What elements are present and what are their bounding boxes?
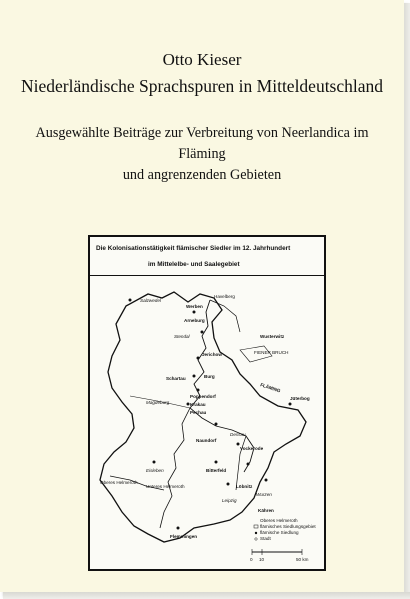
subtitle-line-2: und angrenzenden Gebieten bbox=[122, 167, 282, 183]
scale-bar bbox=[250, 549, 309, 562]
label-flaming: FLÄMING bbox=[259, 382, 282, 394]
label-werben: Werben bbox=[186, 304, 203, 309]
scale-label-end: 50 km bbox=[296, 557, 309, 562]
river-havel bbox=[210, 300, 240, 332]
label-lobnitz: Löbnitz bbox=[236, 484, 253, 489]
author-name: Otto Kieser bbox=[162, 50, 242, 69]
label-vockerode: Vockerode bbox=[240, 446, 264, 451]
book-page-edge bbox=[404, 3, 410, 592]
label-oberes-helmeroth: Oberes Helmeroth bbox=[100, 480, 138, 485]
label-schartau: Schartau bbox=[166, 376, 186, 381]
map-heading bbox=[90, 237, 324, 276]
label-leipzig: Leipzig bbox=[222, 498, 237, 503]
label-poppendorf: Poppendorf bbox=[190, 394, 216, 399]
label-burg: Burg bbox=[204, 374, 215, 379]
label-kahren: Kähren bbox=[258, 508, 274, 513]
map-heading-line-2: im Mittelelbe- und Saalegebiet bbox=[148, 261, 240, 268]
river-saale bbox=[160, 408, 190, 528]
label-oessau: Dessau bbox=[230, 432, 246, 437]
label-unteres-helmeroth: Unteres Helmeroth bbox=[146, 484, 185, 489]
label-naundorf: Naundorf bbox=[196, 438, 217, 443]
label-pechau: Pechau bbox=[190, 410, 207, 415]
map-legend bbox=[254, 518, 316, 541]
label-bitterfeld: Bitterfeld bbox=[206, 468, 227, 473]
region-outline bbox=[100, 292, 306, 542]
book-subtitle bbox=[14, 123, 390, 186]
label-arneburg: Arneburg bbox=[184, 318, 205, 323]
label-fiener-bruch: FIENER BRUCH bbox=[254, 350, 289, 355]
legend-line-4: Stadt bbox=[260, 536, 271, 541]
legend-line-2: flämisches Siedlungsgebiet bbox=[260, 524, 316, 529]
label-juterbog: Jüterbog bbox=[290, 396, 310, 401]
legend-line-1: Oberes Helmeroth bbox=[260, 518, 298, 523]
subtitle-line-1: Ausgewählte Beiträge zur Verbreitung von Neerlandica im Fläming bbox=[35, 125, 369, 162]
map-heading-line-1: Die Kolonisationstätigkeit flämischer Siedler im 12. Jahrhundert bbox=[96, 245, 291, 252]
label-wurzen: Wurzen bbox=[256, 492, 272, 497]
label-jerichow: Jerichow bbox=[202, 352, 222, 357]
book-bottom-edge bbox=[3, 592, 410, 599]
label-wusterwitz: Wusterwitz bbox=[260, 334, 285, 339]
map-drawing bbox=[90, 276, 324, 569]
label-eisleben: Eisleben bbox=[146, 468, 164, 473]
label-krakau: Krakau bbox=[190, 402, 206, 407]
label-salzwedel: Salzwedel bbox=[140, 298, 161, 303]
label-flemmingen: Flemmingen bbox=[170, 534, 198, 539]
label-magdeburg: Magdeburg bbox=[146, 400, 170, 405]
legend-line-3: flämische Siedlung bbox=[260, 530, 299, 535]
cover-map bbox=[88, 235, 326, 571]
scale-label-mid: 10 bbox=[259, 557, 265, 562]
book-title: Niederländische Sprachspuren in Mitteldeutschland bbox=[20, 76, 384, 96]
label-stendal: Stendal bbox=[174, 334, 190, 339]
scale-label-zero: 0 bbox=[250, 557, 253, 562]
label-havelberg: Havelberg bbox=[214, 294, 235, 299]
